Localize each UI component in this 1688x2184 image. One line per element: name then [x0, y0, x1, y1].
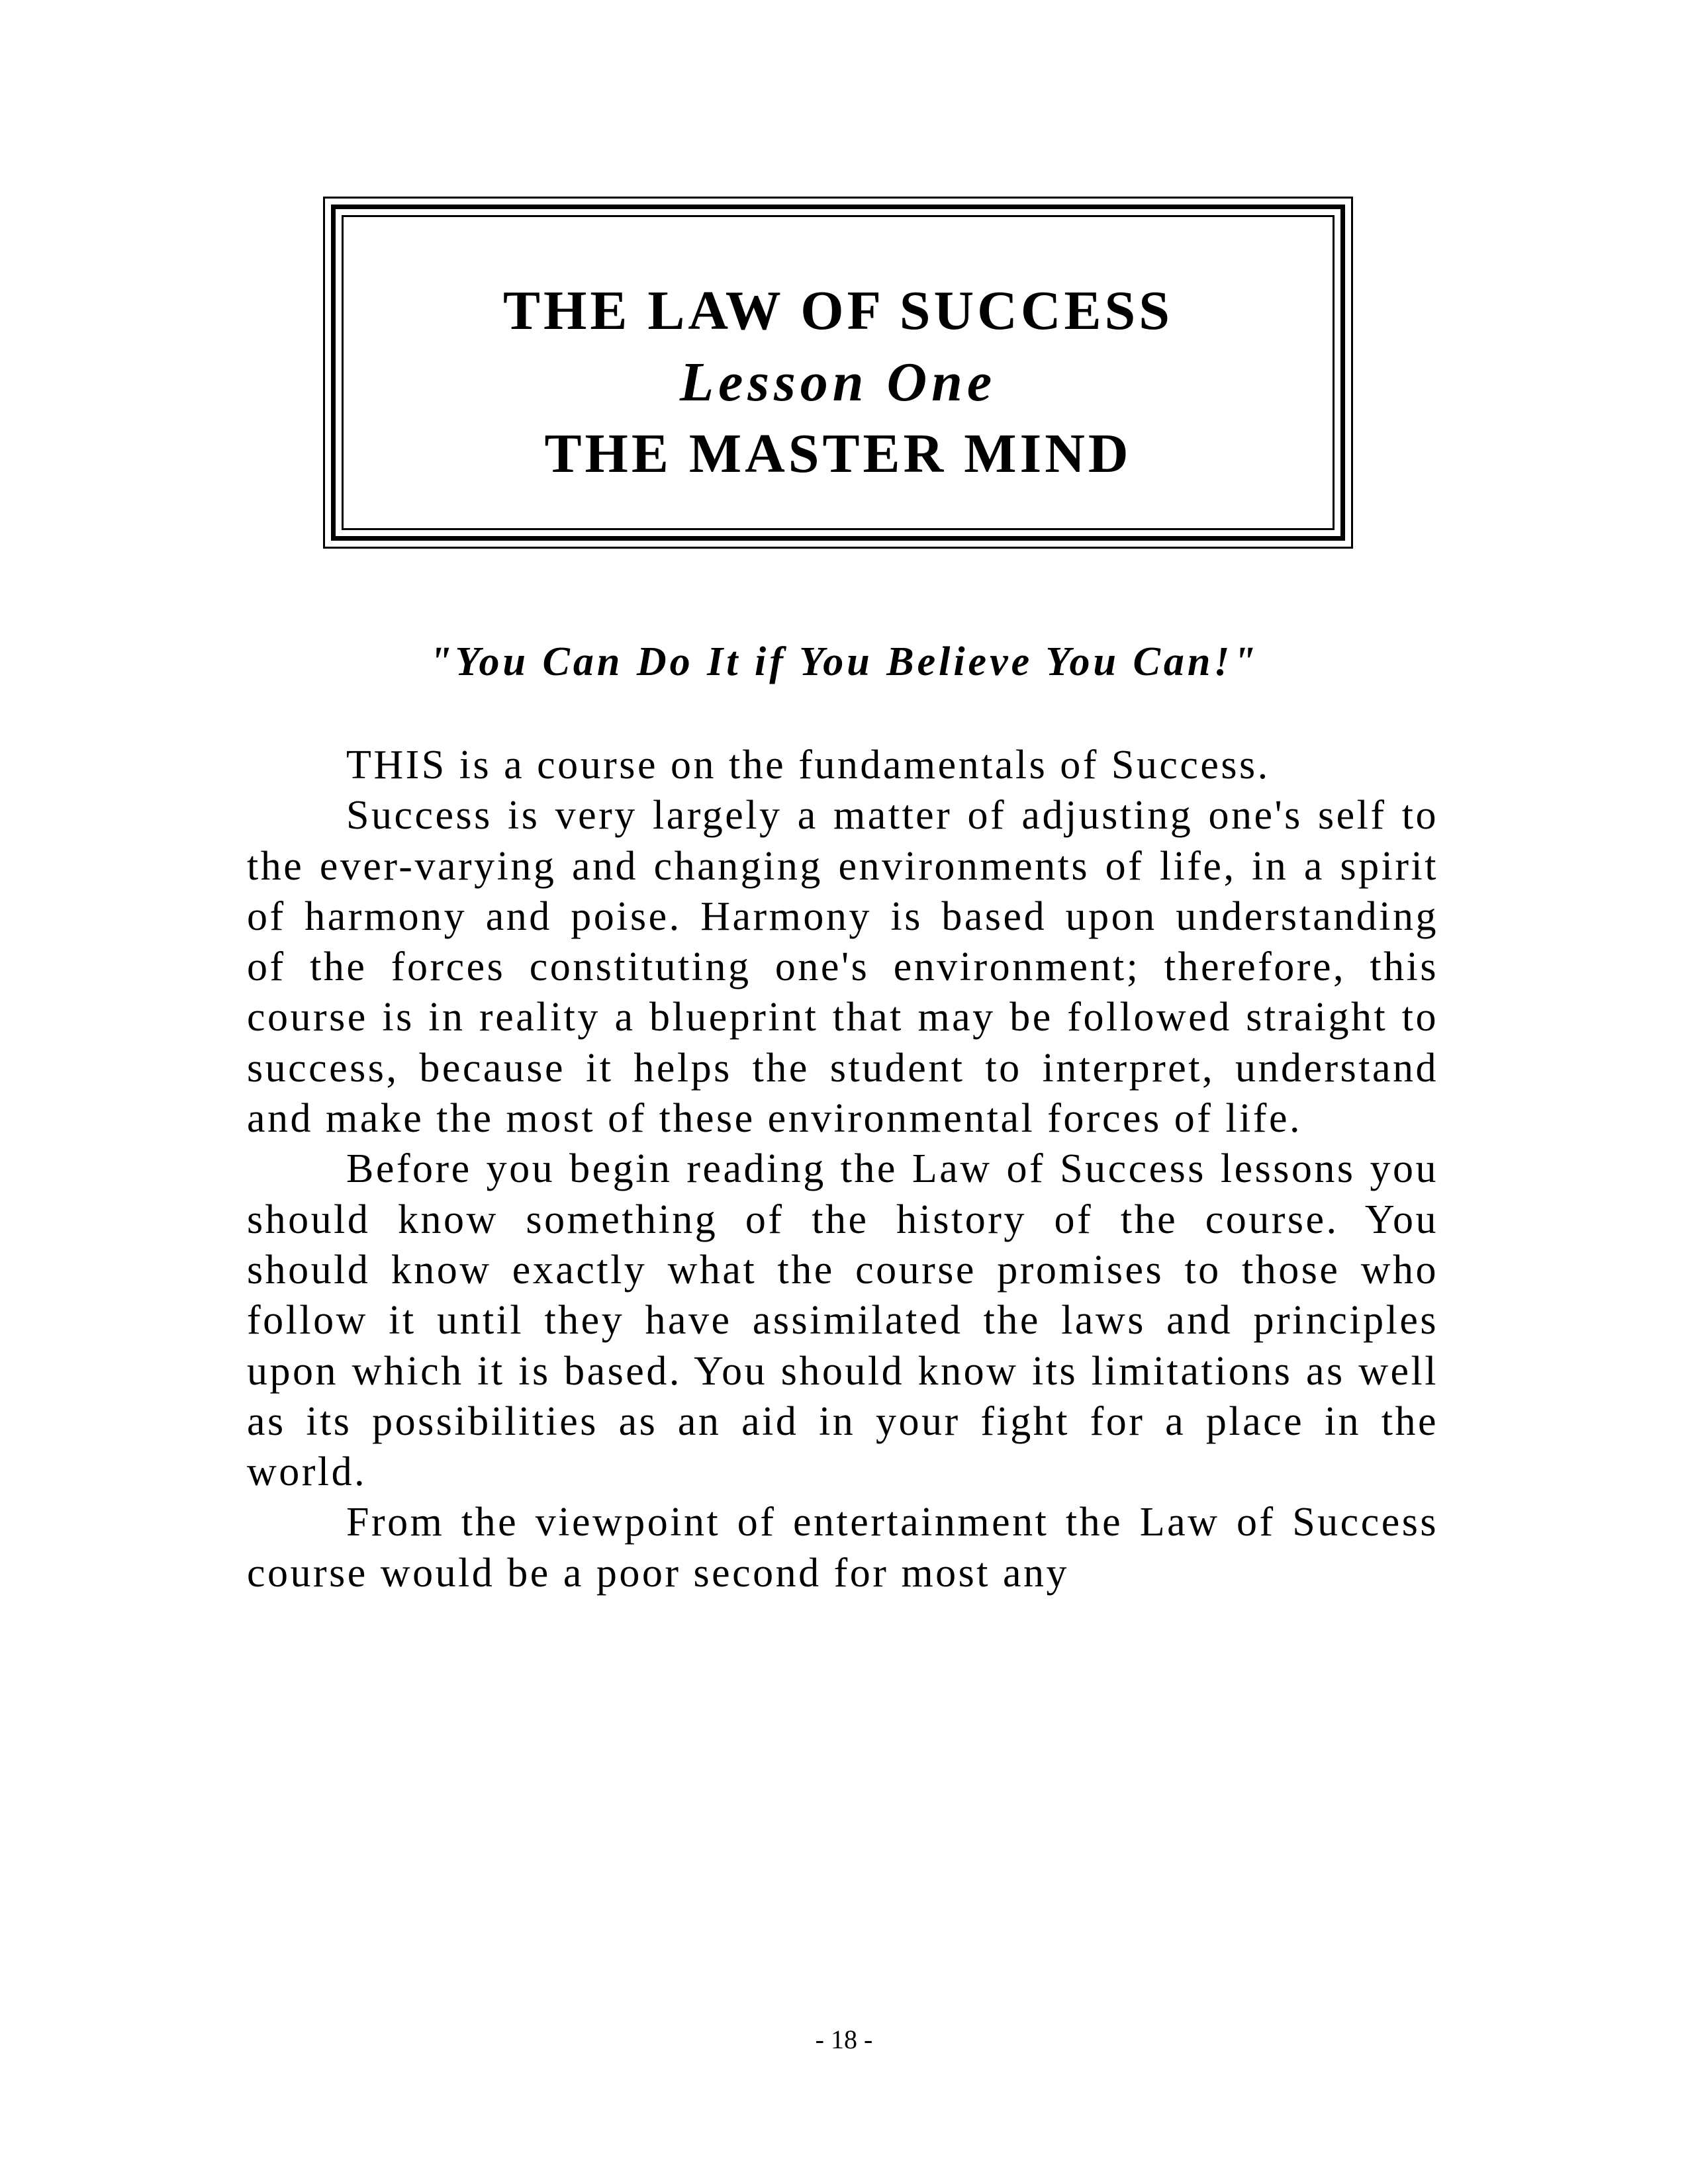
page-number: - 18 - — [815, 2025, 873, 2054]
paragraph-1: THIS is a course on the fundamentals of Success. — [346, 743, 1270, 788]
paragraph-3: Before you begin reading the Law of Success lessons you should know something of the history of the course. You should know exactly what the course promises to those who follow it until they have assimilated the laws and principles upon which it is based. You should know its limitations as well as its possibilities as an aid in your fight for a place in the world. — [247, 1146, 1438, 1495]
paragraph-4: From the viewpoint of entertainment the Law of Success course would be a poor second for most any — [247, 1500, 1438, 1596]
lesson-title: THE MASTER MIND — [544, 423, 1132, 484]
body-text — [247, 740, 1438, 1598]
motto-quote: "You Can Do It if You Believe You Can!" — [429, 639, 1259, 684]
title-frame-border — [331, 205, 1345, 541]
book-title: THE LAW OF SUCCESS — [503, 280, 1173, 341]
paragraph-2: Success is very largely a matter of adjusting one's self to the ever-varying and changing environments of life, in a spirit of harmony and poise. Harmony is based upon understanding of the forces constituting one's environment; therefore, this course is in reality a blueprint that may be followed straight to success, because it helps the student to interpret, understand and make the most of these environmental forces of life. — [247, 793, 1438, 1142]
title-frame-inner-border — [342, 215, 1335, 530]
title-block — [344, 280, 1333, 484]
title-frame — [323, 197, 1353, 549]
lesson-label: Lesson One — [679, 351, 997, 413]
